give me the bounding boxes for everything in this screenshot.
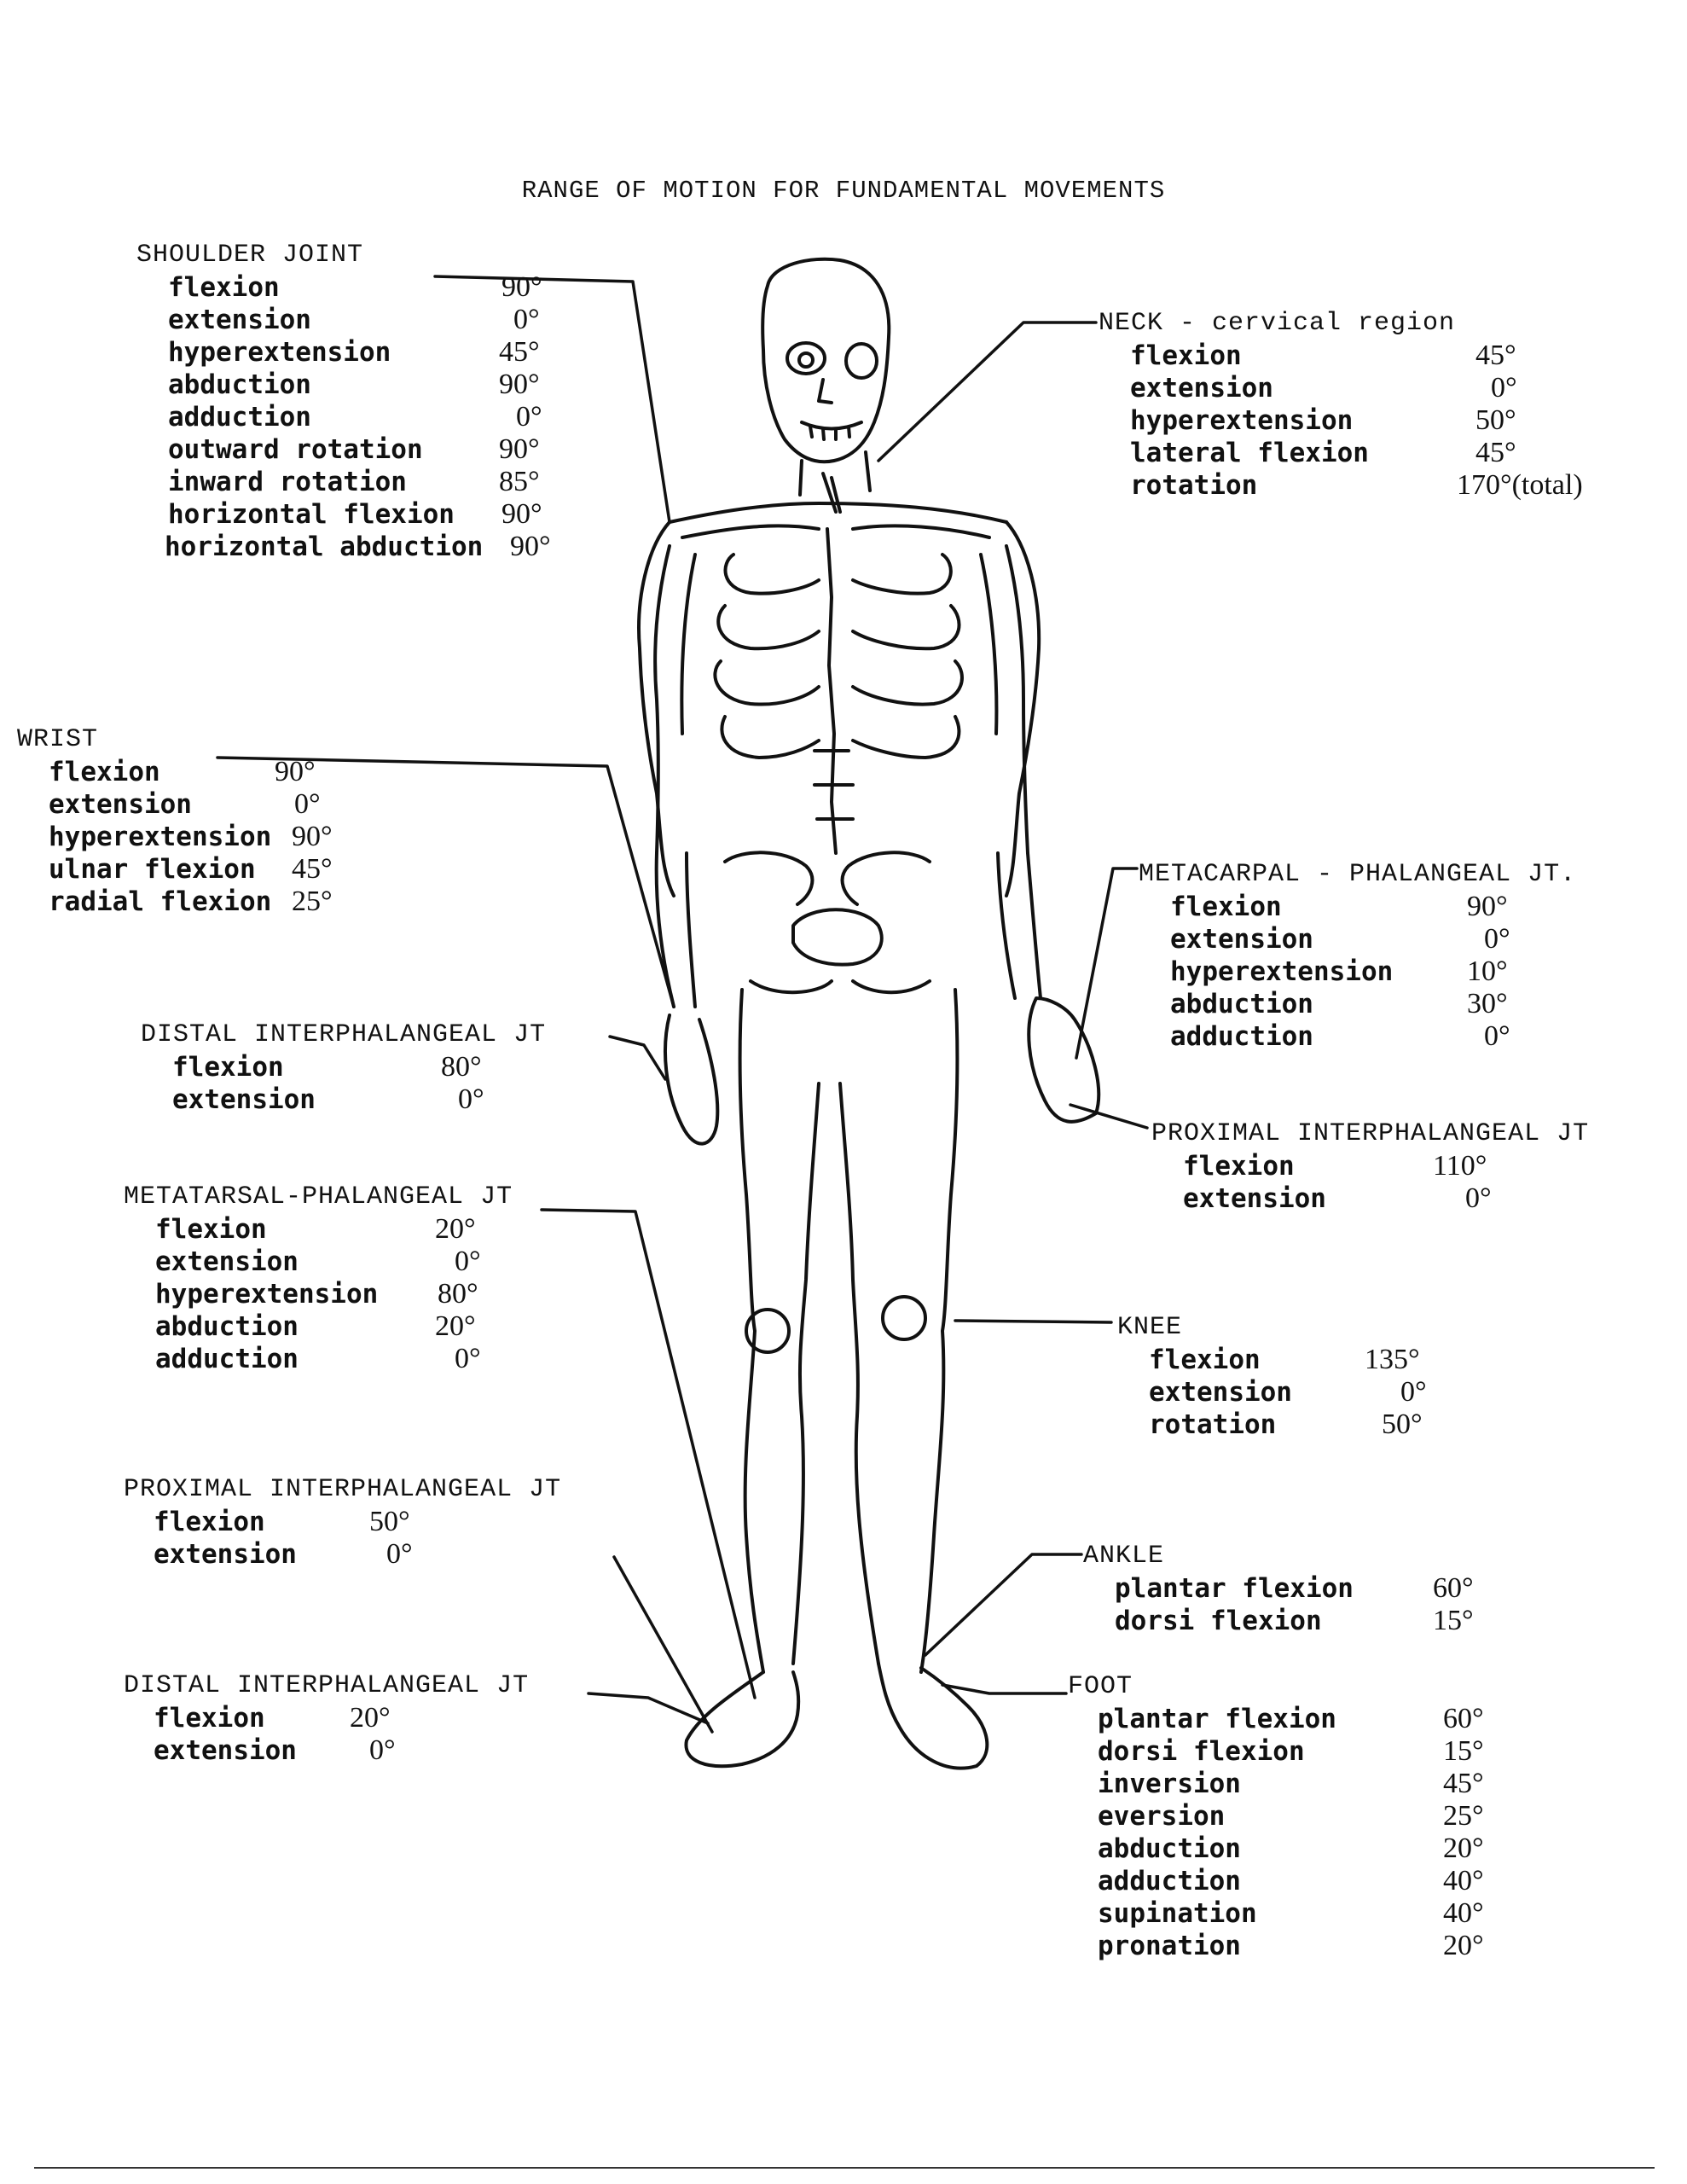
motion-label: inversion bbox=[1098, 1769, 1241, 1799]
table-row bbox=[141, 1051, 584, 1083]
motion-value: 30° bbox=[1467, 988, 1508, 1019]
table-row bbox=[1139, 923, 1650, 956]
motion-value: 60° bbox=[1433, 1572, 1474, 1604]
motion-label: adduction bbox=[168, 402, 311, 433]
motion-value: 110° bbox=[1433, 1150, 1487, 1182]
motion-value: 90° bbox=[292, 821, 333, 852]
motion-label: extension bbox=[1170, 924, 1313, 955]
table-row bbox=[124, 1734, 584, 1767]
spine bbox=[815, 529, 853, 853]
section-heading: PROXIMAL INTERPHALANGEAL JT bbox=[1151, 1119, 1590, 1148]
section-heading: SHOULDER JOINT bbox=[136, 241, 364, 270]
motion-label: extension bbox=[155, 1246, 299, 1277]
section-heading: KNEE bbox=[1117, 1313, 1183, 1342]
motion-value: 170°(total) bbox=[1457, 469, 1583, 501]
neck-section bbox=[1099, 307, 1627, 502]
table-row bbox=[136, 433, 580, 466]
table-row bbox=[141, 1083, 584, 1116]
motion-label: adduction bbox=[1170, 1021, 1313, 1052]
table-row bbox=[1068, 1735, 1528, 1768]
table-row bbox=[1099, 404, 1627, 437]
motion-value: 20° bbox=[435, 1213, 476, 1245]
table-row bbox=[1117, 1376, 1475, 1409]
ankle-section bbox=[1083, 1540, 1510, 1637]
clavicle bbox=[682, 526, 989, 537]
table-row bbox=[136, 531, 580, 563]
right-hand bbox=[1029, 998, 1099, 1122]
motion-label: flexion bbox=[172, 1052, 284, 1083]
motion-value: 45° bbox=[1443, 1768, 1484, 1799]
motion-label: ulnar flexion bbox=[49, 854, 256, 885]
motion-label: hyperextension bbox=[49, 822, 272, 852]
foot-distal-interphalangeal-section bbox=[124, 1670, 584, 1767]
wrist-section bbox=[17, 723, 409, 918]
table-row bbox=[1068, 1768, 1528, 1800]
section-heading: WRIST bbox=[17, 725, 99, 754]
leader-hand-proximal bbox=[1070, 1105, 1147, 1128]
motion-value: 60° bbox=[1443, 1703, 1484, 1734]
leader-neck bbox=[878, 322, 1096, 461]
motion-value: 20° bbox=[350, 1702, 391, 1734]
left-foot bbox=[686, 1672, 798, 1766]
motion-label: hyperextension bbox=[168, 337, 391, 368]
section-heading: DISTAL INTERPHALANGEAL JT bbox=[124, 1671, 530, 1700]
motion-value: 40° bbox=[1443, 1897, 1484, 1929]
table-row bbox=[1139, 988, 1650, 1020]
motion-label: hyperextension bbox=[1130, 405, 1354, 436]
foot-section bbox=[1068, 1670, 1528, 1962]
table-row bbox=[1151, 1182, 1655, 1215]
motion-value: 0° bbox=[294, 788, 321, 820]
motion-label: flexion bbox=[1183, 1151, 1295, 1182]
motion-value: 0° bbox=[1484, 923, 1510, 955]
motion-label: abduction bbox=[168, 369, 311, 400]
motion-label: hyperextension bbox=[155, 1279, 379, 1310]
motion-label: outward rotation bbox=[168, 434, 423, 465]
left-hand bbox=[665, 1015, 717, 1144]
motion-value: 0° bbox=[386, 1538, 413, 1570]
table-row bbox=[136, 271, 580, 304]
motion-value: 25° bbox=[1443, 1800, 1484, 1832]
motion-label: extension bbox=[1130, 373, 1273, 404]
motion-value: 40° bbox=[1443, 1865, 1484, 1896]
motion-value: 80° bbox=[438, 1278, 478, 1310]
motion-value: 20° bbox=[1443, 1833, 1484, 1864]
motion-label: plantar flexion bbox=[1098, 1704, 1336, 1734]
metatarsal-phalangeal-section bbox=[124, 1181, 567, 1375]
metacarpal-phalangeal-section bbox=[1139, 858, 1650, 1053]
motion-label: inward rotation bbox=[168, 467, 407, 497]
right-upper-arm bbox=[981, 546, 1028, 853]
motion-label: flexion bbox=[1170, 892, 1282, 922]
table-row bbox=[17, 886, 409, 918]
teeth bbox=[802, 422, 861, 439]
table-row bbox=[1083, 1605, 1510, 1637]
hand-distal-interphalangeal-section bbox=[141, 1019, 584, 1116]
motion-value: 45° bbox=[499, 336, 540, 368]
right-kneecap bbox=[883, 1297, 925, 1339]
table-row bbox=[124, 1343, 567, 1375]
leader-ankle bbox=[925, 1554, 1081, 1655]
leader-metacarpal bbox=[1076, 868, 1137, 1058]
shoulder-joint-section bbox=[136, 239, 580, 563]
motion-label: horizontal abduction bbox=[165, 531, 484, 562]
right-foot bbox=[878, 1664, 987, 1769]
motion-label: extension bbox=[168, 305, 311, 335]
table-row bbox=[136, 304, 580, 336]
left-eye bbox=[799, 353, 813, 367]
table-row bbox=[124, 1278, 567, 1310]
motion-label: abduction bbox=[1170, 989, 1313, 1019]
table-row bbox=[1068, 1703, 1528, 1735]
motion-value: 20° bbox=[435, 1310, 476, 1342]
right-eye-socket bbox=[846, 344, 877, 378]
table-row bbox=[124, 1213, 567, 1246]
table-row bbox=[1099, 437, 1627, 469]
motion-label: adduction bbox=[1098, 1866, 1241, 1896]
motion-value: 90° bbox=[499, 433, 540, 465]
table-row bbox=[136, 498, 580, 531]
motion-value: 0° bbox=[1400, 1376, 1427, 1408]
motion-label: extension bbox=[49, 789, 192, 820]
leader-hand-distal bbox=[610, 1037, 665, 1079]
section-heading: FOOT bbox=[1068, 1672, 1133, 1701]
motion-value: 135° bbox=[1365, 1344, 1420, 1375]
ribs bbox=[715, 555, 962, 758]
leader-foot-distal bbox=[588, 1693, 708, 1723]
left-leg bbox=[740, 990, 763, 1672]
table-row bbox=[1139, 891, 1650, 923]
motion-value: 90° bbox=[499, 369, 540, 400]
motion-label: adduction bbox=[155, 1344, 299, 1374]
table-row bbox=[1099, 340, 1627, 372]
motion-value: 90° bbox=[501, 271, 542, 303]
table-row bbox=[1117, 1344, 1475, 1376]
right-forearm bbox=[998, 853, 1041, 998]
motion-label: extension bbox=[154, 1735, 297, 1766]
motion-label: horizontal flexion bbox=[168, 499, 455, 530]
motion-label: rotation bbox=[1149, 1409, 1277, 1440]
table-row bbox=[17, 853, 409, 886]
table-row bbox=[1139, 956, 1650, 988]
table-row bbox=[1068, 1833, 1528, 1865]
leader-knee bbox=[955, 1321, 1111, 1322]
motion-value: 15° bbox=[1433, 1605, 1474, 1636]
motion-value: 90° bbox=[275, 756, 316, 787]
table-row bbox=[17, 821, 409, 853]
table-row bbox=[136, 401, 580, 433]
motion-value: 45° bbox=[1475, 437, 1516, 468]
motion-label: extension bbox=[172, 1084, 316, 1115]
motion-value: 50° bbox=[1475, 404, 1516, 436]
table-row bbox=[17, 788, 409, 821]
motion-label: extension bbox=[1149, 1377, 1292, 1408]
motion-label: plantar flexion bbox=[1115, 1573, 1354, 1604]
motion-value: 15° bbox=[1443, 1735, 1484, 1767]
table-row bbox=[136, 336, 580, 369]
foot-proximal-interphalangeal-section bbox=[124, 1473, 601, 1571]
table-row bbox=[1139, 1020, 1650, 1053]
motion-value: 90° bbox=[501, 498, 542, 530]
motion-label: flexion bbox=[155, 1214, 267, 1245]
motion-value: 0° bbox=[1491, 372, 1517, 404]
knee-section bbox=[1117, 1311, 1475, 1441]
section-heading: NECK - cervical region bbox=[1099, 309, 1456, 338]
table-row bbox=[1099, 469, 1627, 502]
right-leg-inner bbox=[840, 1083, 878, 1664]
motion-label: pronation bbox=[1098, 1931, 1241, 1961]
motion-label: flexion bbox=[1149, 1345, 1261, 1375]
motion-label: extension bbox=[1183, 1183, 1326, 1214]
motion-label: dorsi flexion bbox=[1115, 1606, 1322, 1636]
motion-label: dorsi flexion bbox=[1098, 1736, 1305, 1767]
table-row bbox=[136, 466, 580, 498]
hand-proximal-interphalangeal-section bbox=[1151, 1118, 1655, 1215]
motion-value: 90° bbox=[510, 531, 551, 562]
motion-label: flexion bbox=[154, 1703, 265, 1734]
page-title: RANGE OF MOTION FOR FUNDAMENTAL MOVEMENTS bbox=[521, 177, 1166, 205]
motion-value: 80° bbox=[441, 1051, 482, 1083]
table-row bbox=[124, 1506, 601, 1538]
motion-value: 0° bbox=[458, 1083, 484, 1115]
motion-label: radial flexion bbox=[49, 886, 272, 917]
motion-label: rotation bbox=[1130, 470, 1258, 501]
left-forearm bbox=[657, 853, 695, 1007]
table-row bbox=[17, 756, 409, 788]
motion-value: 85° bbox=[499, 466, 540, 497]
motion-label: lateral flexion bbox=[1130, 438, 1369, 468]
table-row bbox=[124, 1246, 567, 1278]
table-row bbox=[124, 1538, 601, 1571]
section-heading: PROXIMAL INTERPHALANGEAL JT bbox=[124, 1475, 562, 1504]
motion-value: 50° bbox=[1382, 1409, 1423, 1440]
motion-value: 45° bbox=[292, 853, 333, 885]
table-row bbox=[1151, 1150, 1655, 1182]
motion-label: extension bbox=[154, 1539, 297, 1570]
section-heading: METACARPAL - PHALANGEAL JT. bbox=[1139, 860, 1577, 889]
table-row bbox=[136, 369, 580, 401]
page-bottom-rule bbox=[34, 2167, 1655, 2169]
motion-label: abduction bbox=[155, 1311, 299, 1342]
table-row bbox=[1083, 1572, 1510, 1605]
table-row bbox=[1117, 1409, 1475, 1441]
table-row bbox=[1068, 1865, 1528, 1897]
motion-value: 0° bbox=[455, 1246, 481, 1277]
motion-value: 90° bbox=[1467, 891, 1508, 922]
section-heading: METATARSAL-PHALANGEAL JT bbox=[124, 1182, 513, 1211]
table-row bbox=[1099, 372, 1627, 404]
left-upper-arm bbox=[655, 546, 695, 853]
left-eye-socket bbox=[787, 343, 825, 374]
motion-value: 0° bbox=[1484, 1020, 1510, 1052]
left-leg-inner bbox=[793, 1083, 819, 1664]
motion-label: supination bbox=[1098, 1898, 1257, 1929]
motion-value: 10° bbox=[1467, 956, 1508, 987]
motion-label: hyperextension bbox=[1170, 956, 1394, 987]
motion-label: abduction bbox=[1098, 1833, 1241, 1864]
table-row bbox=[1068, 1930, 1528, 1962]
leader-foot bbox=[942, 1685, 1066, 1693]
motion-label: flexion bbox=[154, 1507, 265, 1537]
motion-value: 0° bbox=[513, 304, 540, 335]
motion-label: flexion bbox=[168, 272, 280, 303]
motion-value: 25° bbox=[292, 886, 333, 917]
table-row bbox=[1068, 1800, 1528, 1833]
section-heading: DISTAL INTERPHALANGEAL JT bbox=[141, 1020, 547, 1049]
motion-value: 0° bbox=[1465, 1182, 1492, 1214]
leader-metatarsal bbox=[542, 1210, 755, 1698]
motion-label: flexion bbox=[49, 757, 160, 787]
right-leg bbox=[921, 990, 957, 1672]
motion-value: 0° bbox=[516, 401, 542, 433]
table-row bbox=[124, 1702, 584, 1734]
motion-value: 50° bbox=[369, 1506, 410, 1537]
motion-label: flexion bbox=[1130, 340, 1242, 371]
motion-value: 0° bbox=[455, 1343, 481, 1374]
motion-value: 0° bbox=[369, 1734, 396, 1766]
table-row bbox=[124, 1310, 567, 1343]
section-heading: ANKLE bbox=[1083, 1542, 1165, 1571]
motion-value: 20° bbox=[1443, 1930, 1484, 1961]
nose bbox=[819, 380, 832, 403]
motion-label: eversion bbox=[1098, 1801, 1226, 1832]
table-row bbox=[1068, 1897, 1528, 1930]
pelvis bbox=[725, 852, 930, 992]
left-kneecap bbox=[746, 1310, 789, 1352]
motion-value: 45° bbox=[1475, 340, 1516, 371]
